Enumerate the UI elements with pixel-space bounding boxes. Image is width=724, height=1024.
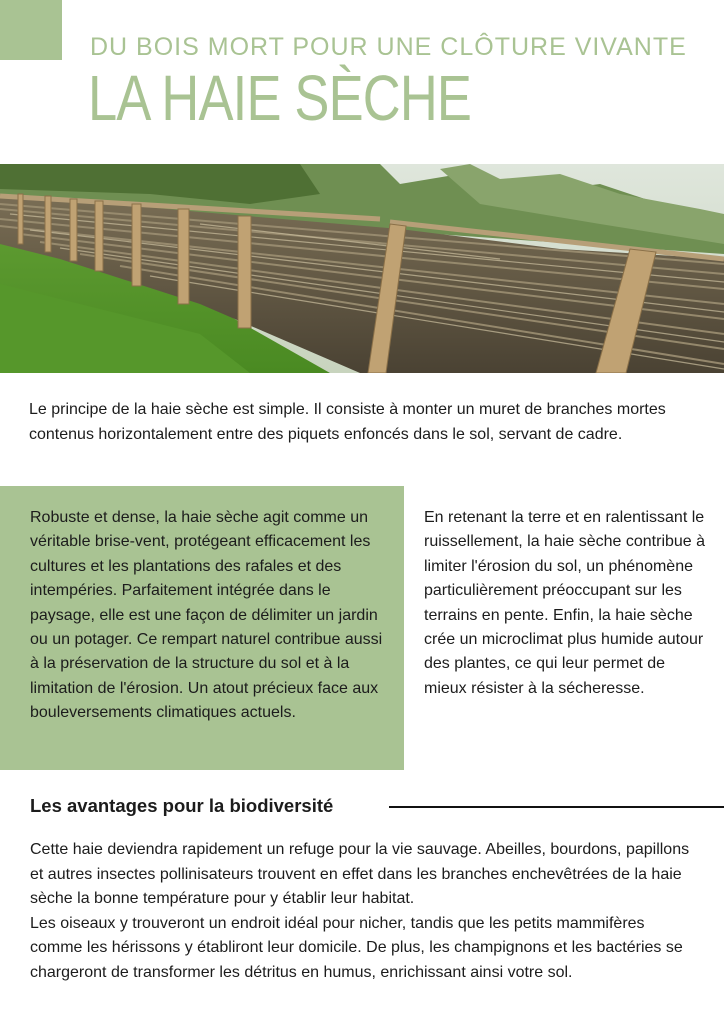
intro-paragraph: Le principe de la haie sèche est simple. Il consiste à monter un muret de branches mortes contenus horizontalement entre des piquets enfoncés dans le sol, servant de cadre. (29, 401, 666, 443)
biodiversity-paragraph-1: Cette haie deviendra rapidement un refuge pour la vie sauvage. Abeilles, bourdons, papillons et autres insectes pollinisateurs trouvent en effet dans les branches enchevêtrées de la haie sèche la bonne température pour y établir leur habitat. (30, 841, 690, 908)
dead-hedge-photo (0, 164, 724, 373)
page-title: LA HAIE SÈCHE (88, 62, 472, 134)
section-divider (389, 806, 724, 808)
corner-accent-block (0, 0, 62, 60)
biodiversity-paragraph-2: Les oiseaux y trouveront un endroit idéal pour nicher, tandis que les petits mammifères comme les hérissons y établiront leur domicile. De plus, les champignons et les bactéries se chargeront de transformer les détritus en humus, enrichissant ainsi votre sol. (30, 914, 683, 981)
left-column-text: Robuste et dense, la haie sèche agit comme un véritable brise-vent, protégeant efficacement les cultures et les plantations des rafales et des intempéries. Parfaitement intégrée dans le paysage, elle est une façon de délimiter un jardin ou un potager. Ce rempart naturel contribue aussi à la préservation de la structure du sol et à la limitation de l'érosion. Un atout précieux face aux bouleversements climatiques actuels. (30, 509, 383, 722)
green-text-panel (0, 486, 404, 770)
page-subtitle: DU BOIS MORT POUR UNE CLÔTURE VIVANTE (90, 33, 687, 61)
biodiversity-text (30, 838, 700, 986)
right-column-text: En retenant la terre et en ralentissant le ruissellement, la haie sèche contribue à limiter l'érosion du sol, un phénomène particulièrement préoccupant sur les terrains en pente. Enfin, la haie sèche crée un microclimat plus humide autour des plantes, ce qui leur permet de mieux résister à la sécheresse. (424, 509, 706, 697)
section-heading: Les avantages pour la biodiversité (30, 795, 334, 816)
